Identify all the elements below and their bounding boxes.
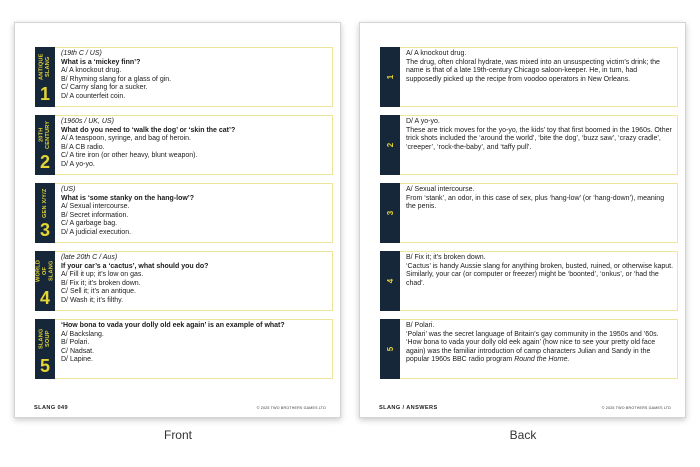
- answer-row-1: [380, 47, 678, 107]
- option-d: D/ A counterfeit coin.: [61, 92, 126, 100]
- option-c: C/ Nadsat.: [61, 347, 95, 355]
- category-tab: [35, 183, 55, 243]
- answer-body: [406, 50, 674, 84]
- answer-text: B/ Polari.: [406, 322, 435, 329]
- answer-explanation: [406, 331, 674, 365]
- front-card: [14, 22, 341, 418]
- option-c: C/ A tire iron (or other heavy, blunt weapon).: [61, 152, 198, 160]
- option-c: C/ A garbage bag.: [61, 220, 118, 228]
- answer-row-3: [380, 183, 678, 243]
- answer-number: 4: [385, 278, 395, 284]
- answer-explanation: The drug, often chloral hydrate, was mixed into an unsuspecting victim’s drink; the name is that of a late 19th-century Chicago saloon-keeper. He, in turn, had supposedly picked up the recipe from voodoo operators in New Orleans.: [406, 58, 660, 83]
- category-label: GEN X/Y/Z: [41, 188, 48, 218]
- question-row-3: [35, 183, 333, 243]
- option-c: C/ Sell it; it’s an antique.: [61, 288, 136, 296]
- option-d: D/ A yo-yo.: [61, 160, 95, 168]
- category-tab: [35, 319, 55, 379]
- category-label: WORLD OF SLANG: [35, 259, 55, 283]
- copyright: © 2025 TWO BROTHERS GAMES LTD: [256, 406, 326, 410]
- answer-row-5: [380, 319, 678, 379]
- option-b: B/ Fix it; it’s broken down.: [61, 279, 141, 287]
- answer-tab: [380, 115, 400, 175]
- option-a: A/ A teaspoon, syringe, and bag of heroin.: [61, 135, 191, 143]
- answer-text: A/ Sexual intercourse.: [406, 186, 475, 193]
- question-text: ‘How bona to vada your dolly old eek again’ is an example of what?: [61, 322, 285, 329]
- era-label: (late 20th C / Aus): [61, 254, 118, 261]
- question-body: [61, 322, 329, 365]
- question-number: 2: [39, 152, 50, 172]
- answer-row-4: [380, 251, 678, 311]
- answer-tab: [380, 183, 400, 243]
- question-body: [61, 50, 329, 102]
- answer-explanation: These are trick moves for the yo-yo, the kids’ toy that first boomed in the 1960s. Other trick shots included the ‘around the world’, ‘bite the dog’, ‘buzz saw’, ‘crazy cradle’, ‘creeper’, ‘rock-the-baby’, and ‘taffy pull’.: [406, 126, 672, 151]
- category-tab: [35, 47, 55, 107]
- option-b: B/ Rhyming slang for a glass of gin.: [61, 75, 172, 83]
- question-number: 4: [39, 288, 50, 308]
- answer-body: [406, 186, 674, 212]
- question-text: What is a ‘mickey finn’?: [61, 58, 141, 66]
- question-number: 3: [39, 220, 50, 240]
- answer-body: [406, 322, 674, 365]
- question-body: [61, 118, 329, 170]
- answer-text: D/ A yo-yo.: [406, 118, 440, 125]
- question-row-5: [35, 319, 333, 379]
- question-body: [61, 254, 329, 306]
- era-label: (19th C / US): [61, 50, 102, 57]
- option-b: B/ A CB radio.: [61, 143, 105, 151]
- question-row-1: [35, 47, 333, 107]
- front-caption: Front: [163, 428, 192, 442]
- option-c: C/ Carny slang for a sucker.: [61, 84, 148, 92]
- question-number: 5: [39, 356, 50, 376]
- back-card: [359, 22, 686, 418]
- question-number: 1: [39, 84, 50, 104]
- option-a: A/ Backslang.: [61, 330, 104, 338]
- question-text: If your car’s a ‘cactus’, what should you do?: [61, 262, 209, 270]
- answer-text: A/ A knockout drug.: [406, 50, 467, 57]
- era-label: (US): [61, 186, 76, 193]
- option-b: B/ Secret information.: [61, 211, 129, 219]
- question-body: [61, 186, 329, 238]
- option-d: D/ Lapine.: [61, 356, 93, 364]
- program-title: Round the Horne.: [514, 356, 570, 364]
- option-a: A/ Fill it up; it’s low on gas.: [61, 271, 144, 279]
- answers-label: SLANG / ANSWERS: [379, 405, 438, 411]
- answer-number: 2: [385, 142, 395, 148]
- answer-tab: [380, 319, 400, 379]
- category-label: ANTIQUE SLANG: [38, 53, 51, 81]
- option-a: A/ Sexual intercourse.: [61, 203, 130, 211]
- answer-explanation: ‘Cactus’ is handy Aussie slang for anything broken, busted, ruined, or otherwise kaput. Similarly, your car (or computer or freezer) might be ‘boonted’, ‘onkus’, or ‘had the chad’.: [406, 262, 674, 287]
- answer-tab: [380, 251, 400, 311]
- answer-body: [406, 118, 674, 152]
- answer-text: B/ Fix it; it’s broken down.: [406, 254, 486, 261]
- option-d: D/ Wash it; it’s filthy.: [61, 296, 124, 304]
- question-row-2: [35, 115, 333, 175]
- answer-number: 3: [385, 210, 395, 216]
- era-label: (1960s / UK, US): [61, 118, 114, 125]
- category-label: 20TH CENTURY: [38, 120, 51, 150]
- card-id: SLANG 049: [34, 405, 69, 411]
- question-row-4: [35, 251, 333, 311]
- category-label: SLANG SOUP: [38, 328, 51, 350]
- category-tab: [35, 115, 55, 175]
- option-d: D/ A judicial execution.: [61, 228, 132, 236]
- back-caption: Back: [509, 428, 537, 442]
- answer-explanation-text: ‘Polari’ was the secret language of Britain’s gay community in the 1950s and ’60s. ‘How bona to vada your dolly old eek again’ (how nice to see your pretty old face again) was the familiar introduction of camp characters Julian and Sandy in the popular 1960s BBC radio program: [406, 330, 659, 364]
- question-text: What is ‘some stanky on the hang-low’?: [61, 194, 195, 202]
- answer-tab: [380, 47, 400, 107]
- question-text: What do you need to ‘walk the dog’ or ‘skin the cat’?: [61, 126, 236, 134]
- category-tab: [35, 251, 55, 311]
- answer-number: 5: [385, 346, 395, 352]
- answer-number: 1: [385, 74, 395, 80]
- copyright: © 2025 TWO BROTHERS GAMES LTD: [601, 406, 671, 410]
- answer-explanation: From ‘stank’, an odor, in this case of sex, plus ‘hang-low’ (or ‘hang-down’), meaning the penis.: [406, 194, 665, 211]
- option-a: A/ A knockout drug.: [61, 67, 122, 75]
- answer-row-2: [380, 115, 678, 175]
- option-b: B/ Polari.: [61, 339, 90, 347]
- answer-body: [406, 254, 674, 288]
